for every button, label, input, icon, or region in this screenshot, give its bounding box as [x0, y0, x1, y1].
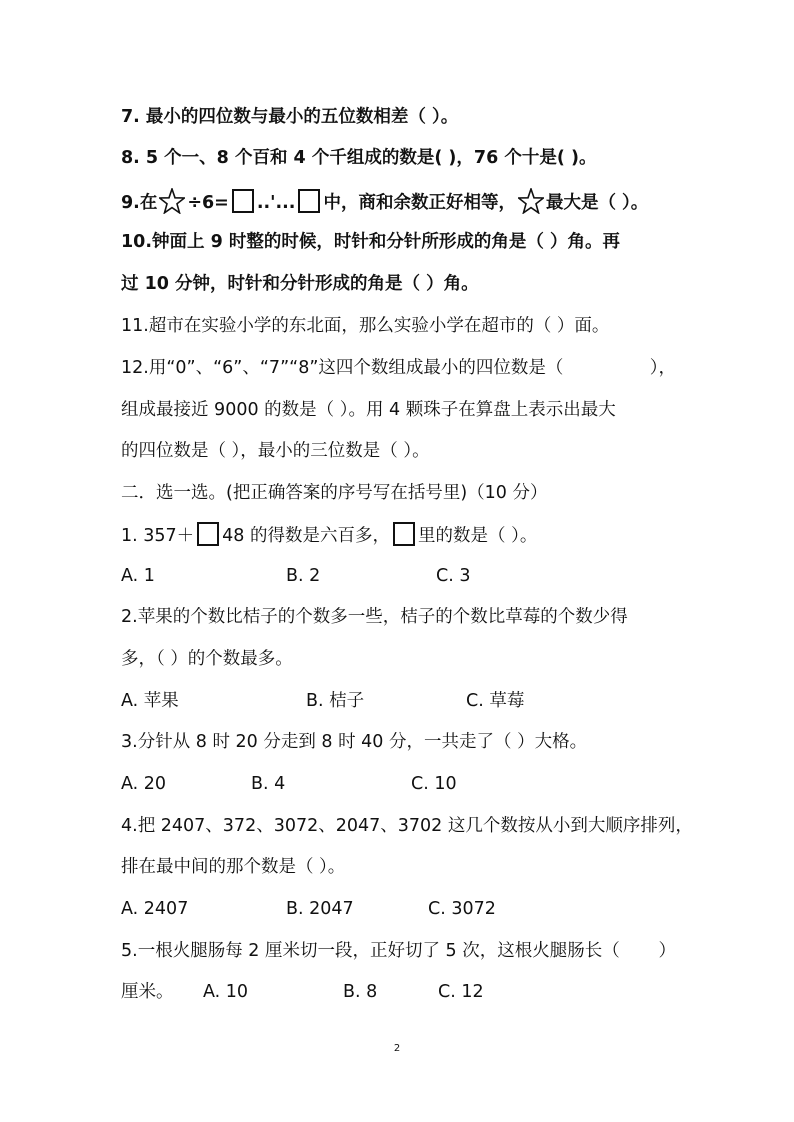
option-a: A. 苹果 — [121, 691, 179, 711]
option-c: C. 3 — [436, 566, 471, 586]
question-9-text-1: 9.在 — [121, 193, 158, 213]
question-7: 7. 最小的四位数与最小的五位数相差（ ）。 — [121, 107, 459, 127]
blank-square-icon — [197, 522, 219, 546]
question-9-text-4: 中，商和余数正好相等， — [323, 193, 516, 213]
s2-question-2-line-2: 多，（ ）的个数最多。 — [121, 649, 293, 669]
star-icon — [159, 188, 185, 221]
s2-question-5-line-1-text: 5.一根火腿肠每 2 厘米切一段，正好切了 5 次，这根火腿肠长（ — [121, 941, 620, 961]
option-c: C. 草莓 — [466, 691, 525, 711]
s2-question-3: 3.分针从 8 时 20 分走到 8 时 40 分，一共走了（ ）大格。 — [121, 732, 588, 752]
option-b: B. 4 — [251, 774, 286, 794]
option-b: B. 桔子 — [306, 691, 365, 711]
question-11: 11.超市在实验小学的东北面，那么实验小学在超市的（ ）面。 — [121, 316, 610, 336]
question-12-line-1-text: 12.用“0”、“6”、“7”“8”这四个数组成最小的四位数是（ — [121, 358, 564, 378]
s2-question-4-line-2: 排在最中间的那个数是（ ）。 — [121, 857, 346, 877]
question-10-line-2: 过 10 分钟，时针和分针形成的角是（ ）角。 — [121, 274, 479, 294]
s2-question-4-line-1: 4.把 2407、372、3072、2047、3702 这几个数按从小到大顺序排列， — [121, 816, 693, 836]
option-a: A. 20 — [121, 774, 167, 794]
option-a: A. 10 — [203, 982, 249, 1002]
question-12-line-1 — [121, 356, 676, 380]
s2-question-5-line-2 — [121, 980, 676, 1004]
question-9-text-3: ..'... — [256, 193, 296, 213]
question-9-text-2: ÷6= — [187, 193, 229, 213]
question-10-line-1: 10.钟面上 9 时整的时候，时针和分针所形成的角是（ ）角。再 — [121, 232, 620, 252]
s2-question-1-text-1: 1. 357＋ — [121, 526, 195, 546]
question-9-text-5: 最大是（ ）。 — [545, 193, 649, 213]
s2-question-1 — [121, 522, 676, 548]
option-c: C. 10 — [411, 774, 457, 794]
option-a: A. 1 — [121, 566, 155, 586]
option-b: B. 2 — [286, 566, 321, 586]
question-8: 8. 5 个一、8 个百和 4 个千组成的数是( )，76 个十是( )。 — [121, 148, 597, 168]
option-b: B. 8 — [343, 982, 378, 1002]
s2-question-5-unit: 厘米。 — [121, 982, 174, 1002]
blank-square-icon — [298, 189, 320, 213]
s2-question-5-line-1 — [121, 939, 676, 963]
s2-question-1-options — [121, 564, 676, 588]
option-a: A. 2407 — [121, 899, 189, 919]
question-12-line-1-end: ）， — [649, 358, 676, 378]
s2-question-2-line-1: 2.苹果的个数比桔子的个数多一些，桔子的个数比草莓的个数少得 — [121, 607, 628, 627]
s2-question-4-options — [121, 897, 676, 921]
s2-question-2-options — [121, 689, 676, 713]
s2-question-3-options — [121, 772, 676, 796]
blank-square-icon — [393, 522, 415, 546]
question-9 — [121, 188, 676, 221]
option-c: C. 12 — [438, 982, 484, 1002]
page-number: 2 — [393, 1043, 401, 1054]
question-12-line-2: 组成最接近 9000 的数是（ ）。用 4 颗珠子在算盘上表示出最大 — [121, 400, 616, 420]
star-icon — [518, 188, 544, 221]
option-b: B. 2047 — [286, 899, 354, 919]
section-2-heading: 二．选一选。(把正确答案的序号写在括号里)（10 分） — [121, 483, 548, 503]
s2-question-1-text-3: 里的数是（ ）。 — [418, 526, 538, 546]
blank-square-icon — [232, 189, 254, 213]
option-c: C. 3072 — [428, 899, 496, 919]
s2-question-5-line-1-end: ） — [658, 941, 676, 961]
question-12-line-3: 的四位数是（ ），最小的三位数是（ ）。 — [121, 441, 430, 461]
s2-question-1-text-2: 48 的得数是六百多， — [222, 526, 391, 546]
